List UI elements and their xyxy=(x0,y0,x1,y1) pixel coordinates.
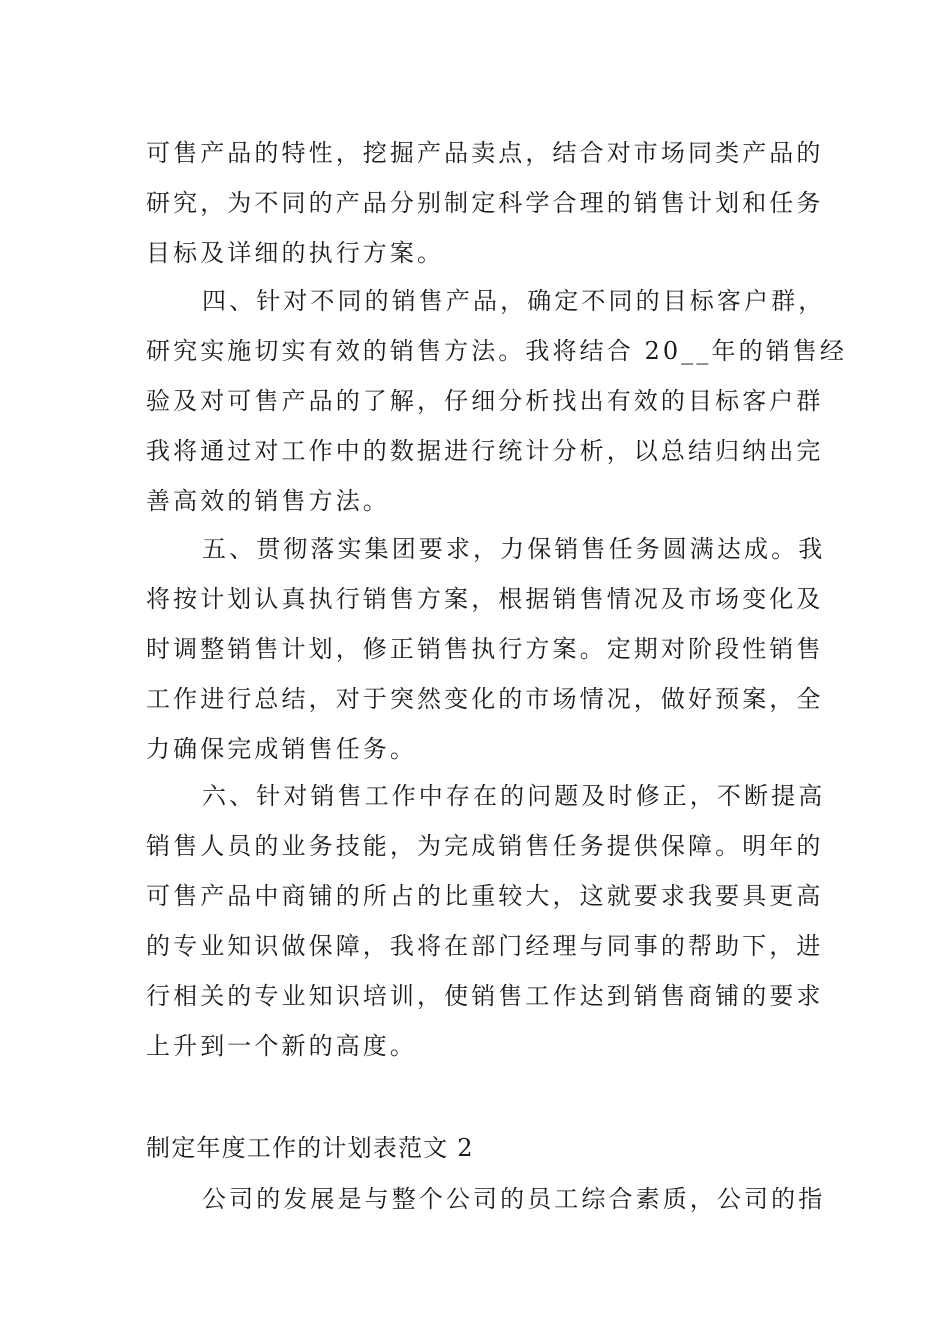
text-line: 上升到一个新的高度。 xyxy=(146,1032,417,1060)
text-line: 销售人员的业务技能，为完成销售任务提供保障。明年的 xyxy=(146,832,824,860)
paragraph-item-four xyxy=(146,276,847,526)
text-line: 工作进行总结，对于突然变化的市场情况，做好预案，全 xyxy=(146,685,824,713)
text-line: 验及对可售产品的了解，仔细分析找出有效的目标客户群 xyxy=(146,387,824,415)
text-line: 力确保完成销售任务。 xyxy=(146,735,417,763)
text-line: 研究实施切实有效的销售方法。我将结合 20__年的销售经 xyxy=(146,337,847,365)
text-line: 的专业知识做保障，我将在部门经理与同事的帮助下，进 xyxy=(146,932,824,960)
text-line: 行相关的专业知识培训，使销售工作达到销售商铺的要求 xyxy=(146,982,824,1010)
text-line: 公司的发展是与整个公司的员工综合素质，公司的指 xyxy=(202,1185,826,1213)
text-line: 可售产品的特性，挖掘产品卖点，结合对市场同类产品的 xyxy=(146,139,824,167)
text-line: 可售产品中商铺的所占的比重较大，这就要求我要具更高 xyxy=(146,882,824,910)
paragraph-company-development xyxy=(146,1174,826,1224)
text-line: 六、针对销售工作中存在的问题及时修正，不断提高 xyxy=(202,782,826,810)
paragraph-item-six xyxy=(146,771,826,1071)
text-line: 时调整销售计划，修正销售执行方案。定期对阶段性销售 xyxy=(146,635,824,663)
text-line: 将按计划认真执行销售方案，根据销售情况及市场变化及 xyxy=(146,585,824,613)
text-line: 研究，为不同的产品分别制定科学合理的销售计划和任务 xyxy=(146,189,824,217)
paragraph-product-features xyxy=(146,128,824,278)
text-line: 四、针对不同的销售产品，确定不同的目标客户群， xyxy=(202,287,826,315)
paragraph-item-five xyxy=(146,524,826,774)
text-line: 善高效的销售方法。 xyxy=(146,487,390,515)
text-line: 五、贯彻落实集团要求，力保销售任务圆满达成。我 xyxy=(202,535,826,563)
section-heading: 制定年度工作的计划表范文 2 xyxy=(146,1134,474,1162)
text-line: 目标及详细的执行方案。 xyxy=(146,239,445,267)
text-line: 我将通过对工作中的数据进行统计分析，以总结归纳出完 xyxy=(146,437,824,465)
